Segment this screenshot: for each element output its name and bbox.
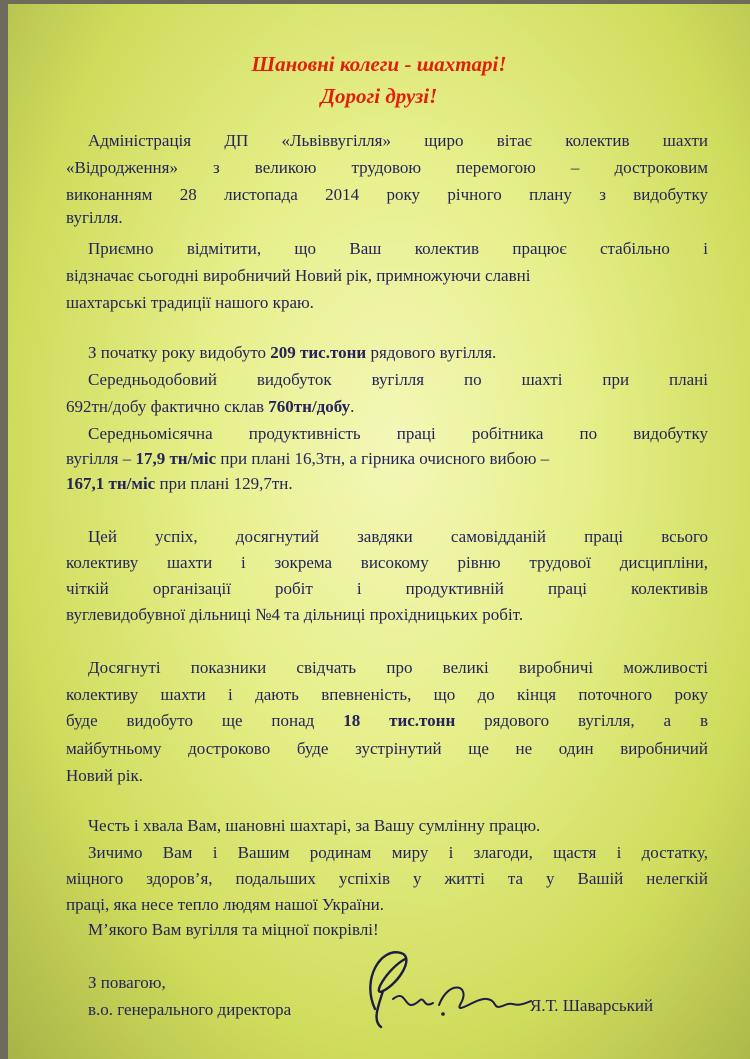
closing-line-5: М’якого Вам вугілля та міцної покрівлі! [88,920,379,939]
greeting-title: Шановні колеги - шахтарі! [251,52,507,76]
paragraph-3-line-1: Цей успіх, досягнутий завдяки самовідданій праці всього [88,527,708,546]
paragraph-1-line-2: «Відродження» з великою трудовою перемогою – достроковим [66,158,708,177]
paragraph-4-line-5: Новий рік. [66,766,143,785]
paragraph-4-line-4: майбутньому достроково буде зустрінутий ще не один виробничий [66,739,708,758]
greeting-subtitle: Дорогі друзі! [320,84,438,108]
paragraph-2-line-2: відзначає сьогодні виробничий Новий рік, примножуючи славні [66,266,531,285]
paragraph-1-line-3: виконанням 28 листопада 2014 року річного плану з видобутку [66,185,708,204]
paragraph-4-line-2: колективу шахти і дають впевненість, що до кінця поточного року [66,685,708,704]
coal-mined-value: 209 тис.тони [270,343,367,362]
paragraph-2-line-3: шахтарські традиції нашого краю. [66,293,314,312]
paragraph-4-line-3: буде видобуто ще понад 18 тис.тонн рядового вугілля, а в [66,711,708,730]
stats-line-4: Середньомісячна продуктивність праці робітника по видобутку [88,424,708,443]
stats-line-2: Середньодобовий видобуток вугілля по шахті при плані [88,370,708,389]
stats-line-6: 167,1 тн/міс при плані 129,7тн. [66,474,293,493]
signer-position: в.о. генерального директора [88,1000,292,1019]
handwritten-signature [353,939,538,1034]
paragraph-1-line-4: вугілля. [66,208,123,227]
regards-text: З повагою, [88,973,166,992]
paragraph-3-line-3: чіткій організації робіт і продуктивній праці колективів [66,579,708,598]
letter-page [8,4,750,1059]
paragraph-4-line-1: Досягнуті показники свідчать про великі виробничі можливості [88,658,708,677]
paragraph-3-line-2: колективу шахти і зокрема високому рівню трудової дисципліни, [66,553,708,572]
paragraph-2-line-1: Приємно відмітити, що Ваш колектив працює стабільно і [88,239,708,258]
worker-productivity-value: 17,9 тн/міс [135,449,217,468]
closing-line-3: міцного здоров’я, подальших успіхів у житті та у Вашій нелегкій [66,869,708,888]
remaining-coal-value: 18 тис.тонн [343,711,456,730]
daily-output-value: 760тн/добу [268,397,351,416]
stats-line-5: вугілля – 17,9 тн/міс при плані 16,3тн, а гірника очисного вибою – [66,449,550,468]
closing-line-4: праці, яка несе тепло людям нашої України. [66,895,385,914]
paragraph-1-line-1: Адміністрація ДП «Львіввугілля» щиро вітає колектив шахти [88,131,708,150]
signer-name: Я.Т. Шаварський [530,996,654,1015]
stats-line-3: 692тн/добу фактично склав 760тн/добу. [66,397,355,416]
closing-line-1: Честь і хвала Вам, шановні шахтарі, за Вашу сумлінну працю. [88,816,541,835]
stats-line-1: З початку року видобуто 209 тис.тони рядового вугілля. [88,343,497,362]
miner-productivity-value: 167,1 тн/міс [66,474,156,493]
paragraph-3-line-4: вуглевидобувної дільниці №4 та дільниці прохідницьких робіт. [66,605,524,624]
closing-line-2: Зичимо Вам і Вашим родинам миру і злагоди, щастя і достатку, [88,843,708,862]
